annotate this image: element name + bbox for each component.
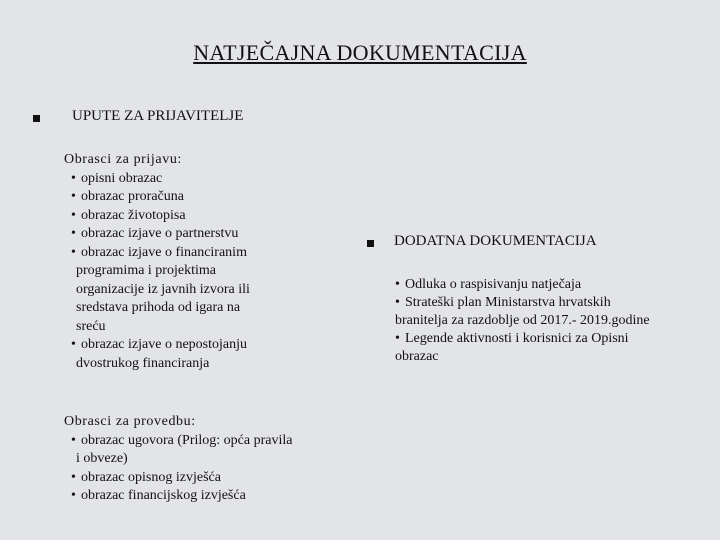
list-item-continuation: programima i projektima (76, 263, 216, 278)
list-item-continuation: sredstava prihoda od igara na (76, 300, 241, 315)
list-item (64, 188, 250, 207)
list-item (64, 432, 292, 451)
list-item (395, 276, 650, 294)
list-item-text: obrazac izjave o financiranim (81, 244, 247, 260)
dodatna-list (395, 276, 650, 366)
list-item-text: obrazac financijskog izvješća (81, 488, 246, 503)
list-item (64, 170, 250, 189)
prijava-title: Obrasci za prijavu: (64, 152, 182, 167)
list-item-text: obrazac izjave o nepostojanju (81, 337, 247, 352)
provedba-list (64, 432, 292, 506)
list-item-continuation: i obveze) (76, 451, 128, 466)
list-item (64, 336, 250, 355)
bullet-icon: • (71, 170, 76, 186)
list-item-text: Strateški plan Ministarstva hrvatskih (405, 295, 611, 310)
bullet-icon: • (71, 432, 76, 448)
bullet-icon: • (395, 331, 400, 346)
left-heading: UPUTE ZA PRIJAVITELJE (72, 108, 244, 124)
left-heading-bullet-icon (33, 115, 40, 122)
bullet-icon: • (395, 277, 400, 292)
list-item-continuation: organizacije iz javnih izvora ili (76, 281, 250, 297)
provedba-title: Obrasci za provedbu: (64, 414, 196, 429)
list-item-text: Legende aktivnosti i korisnici za Opisni (405, 331, 629, 346)
bullet-icon: • (71, 226, 76, 241)
list-item-text: obrazac ugovora (Prilog: opća pravila (81, 432, 293, 448)
bullet-icon: • (395, 295, 400, 310)
list-item-text: obrazac proračuna (81, 189, 184, 204)
list-item-text: Odluka o raspisivanju natječaja (405, 277, 582, 292)
right-heading: DODATNA DOKUMENTACIJA (394, 233, 597, 249)
list-item-continuation: sreću (76, 318, 106, 334)
list-item-text: obrazac životopisa (81, 207, 186, 223)
provedba-block (64, 413, 292, 506)
list-item (64, 487, 292, 506)
list-item (64, 225, 250, 244)
prijava-list (64, 170, 250, 374)
dodatna-block (395, 276, 650, 366)
list-item-text: obrazac izjave o partnerstvu (81, 226, 239, 241)
list-item-continuation: obrazac (395, 349, 439, 364)
right-heading-bullet-icon (367, 240, 374, 247)
bullet-icon: • (71, 189, 76, 204)
list-item (395, 330, 650, 348)
list-item (395, 294, 650, 312)
list-item (64, 469, 292, 488)
list-item (64, 244, 250, 263)
bullet-icon: • (71, 244, 76, 260)
list-item-continuation: branitelja za razdoblje od 2017.- 2019.godine (395, 313, 650, 328)
list-item (64, 207, 250, 226)
slide-title: NATJEČAJNA DOKUMENTACIJA (193, 40, 527, 65)
bullet-icon: • (71, 337, 76, 352)
bullet-icon: • (71, 488, 76, 503)
list-item-text: opisni obrazac (81, 170, 163, 186)
bullet-icon: • (71, 207, 76, 223)
prijava-block (64, 151, 250, 373)
list-item-text: obrazac opisnog izvješća (81, 469, 221, 485)
list-item-continuation: dvostrukog financiranja (76, 355, 210, 371)
bullet-icon: • (71, 469, 76, 485)
